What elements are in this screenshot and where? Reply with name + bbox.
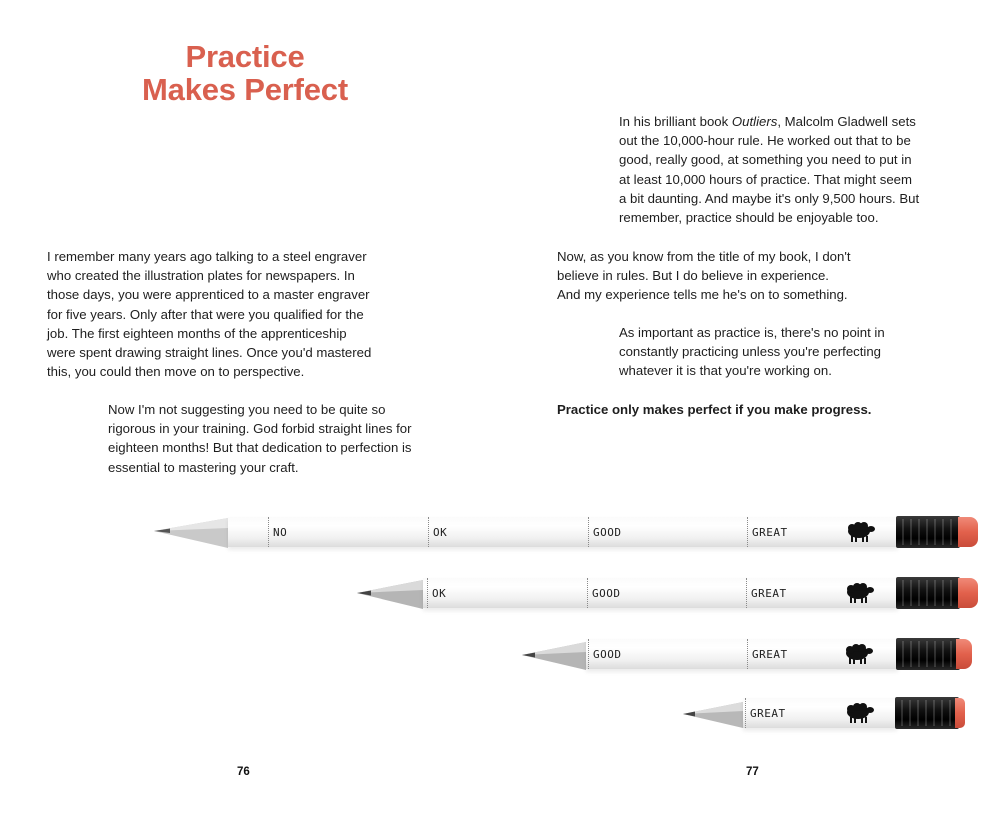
pencil-segment — [588, 517, 747, 547]
pencil-ferrule — [895, 697, 959, 729]
pencil-ferrule — [896, 516, 960, 548]
pencil-segment — [747, 639, 898, 669]
right-paragraph-1 — [619, 112, 949, 227]
title-line-2: Makes Perfect — [142, 72, 348, 107]
segment-label: GREAT — [752, 648, 788, 661]
pencil-segment — [587, 578, 746, 608]
pencil-body — [423, 578, 898, 608]
pencil-tip — [520, 638, 590, 672]
right-paragraph-3: As important as practice is, there's no point in constantly practicing unless you're perfecting whatever it is that you're working on. — [619, 325, 885, 379]
pencil-tip — [355, 577, 427, 611]
pencil-body — [586, 639, 898, 669]
pencil-eraser — [956, 639, 972, 669]
sheep-icon — [843, 581, 875, 605]
segment-label: NO — [273, 526, 288, 539]
pull-quote: Practice only makes perfect if you make progress. — [557, 402, 872, 417]
pencil-tip — [152, 516, 232, 550]
pencil-stub — [681, 697, 966, 731]
pencil-body — [228, 517, 898, 547]
book-title-outliers: Outliers — [731, 114, 778, 129]
pencil-body — [743, 698, 897, 728]
pencil-segment — [428, 517, 587, 547]
title-line-1: Practice — [185, 39, 305, 74]
segment-label: GREAT — [750, 707, 786, 720]
pencil-ferrule — [896, 638, 960, 670]
segment-label: GOOD — [592, 587, 621, 600]
pencil-eraser — [955, 698, 965, 728]
right-paragraph-2: Now, as you know from the title of my book, I don't believe in rules. But I do believe in experience. And my experience tells me he's on to something. — [557, 249, 851, 303]
page-number-right: 77 — [746, 766, 759, 778]
sheep-icon — [842, 642, 874, 666]
segment-label: GREAT — [752, 526, 788, 539]
left-paragraph-2: Now I'm not suggesting you need to be quite so rigorous in your training. God forbid straight lines for eighteen months! But that dedication to perfection is essential to mastering your craft. — [108, 402, 412, 475]
pencil-medium — [355, 577, 978, 611]
segment-label: OK — [433, 526, 448, 539]
segment-label: GOOD — [593, 526, 622, 539]
right-paragraph-1-pre: In his brilliant book — [619, 114, 732, 129]
pencil-short — [520, 638, 974, 672]
pencil-eraser — [958, 578, 978, 608]
segment-label: GREAT — [751, 587, 787, 600]
segment-label: GOOD — [593, 648, 622, 661]
pencil-segment — [588, 639, 747, 669]
pencil-long — [152, 516, 978, 550]
right-paragraph-1-post: , Malcolm Gladwell sets out the 10,000-hour rule. He worked out that to be good, really good, at something you need to put in at least 10,000 hours of practice. That might seem a bit daunting. And maybe it's only 9,500 hours. But remember, practice should be enjoyable too. — [619, 114, 920, 226]
pencil-segment — [427, 578, 586, 608]
pencil-ferrule — [896, 577, 960, 609]
segment-label: OK — [432, 587, 447, 600]
pencil-segment — [268, 517, 427, 547]
pencil-tip — [681, 697, 747, 731]
page-title — [100, 40, 390, 106]
page-number-left: 76 — [237, 766, 250, 778]
sheep-icon — [843, 701, 875, 725]
pencil-eraser — [958, 517, 978, 547]
sheep-icon — [844, 520, 876, 544]
left-paragraph-1: I remember many years ago talking to a steel engraver who created the illustration plates for newspapers. In those days, you were apprenticed to a master engraver for five years. Only after that were you qualified for the job. The first eighteen months of the apprenticeship were spent drawing straight lines. Once you'd mastered this, you could then move on to perspective. — [47, 249, 372, 380]
